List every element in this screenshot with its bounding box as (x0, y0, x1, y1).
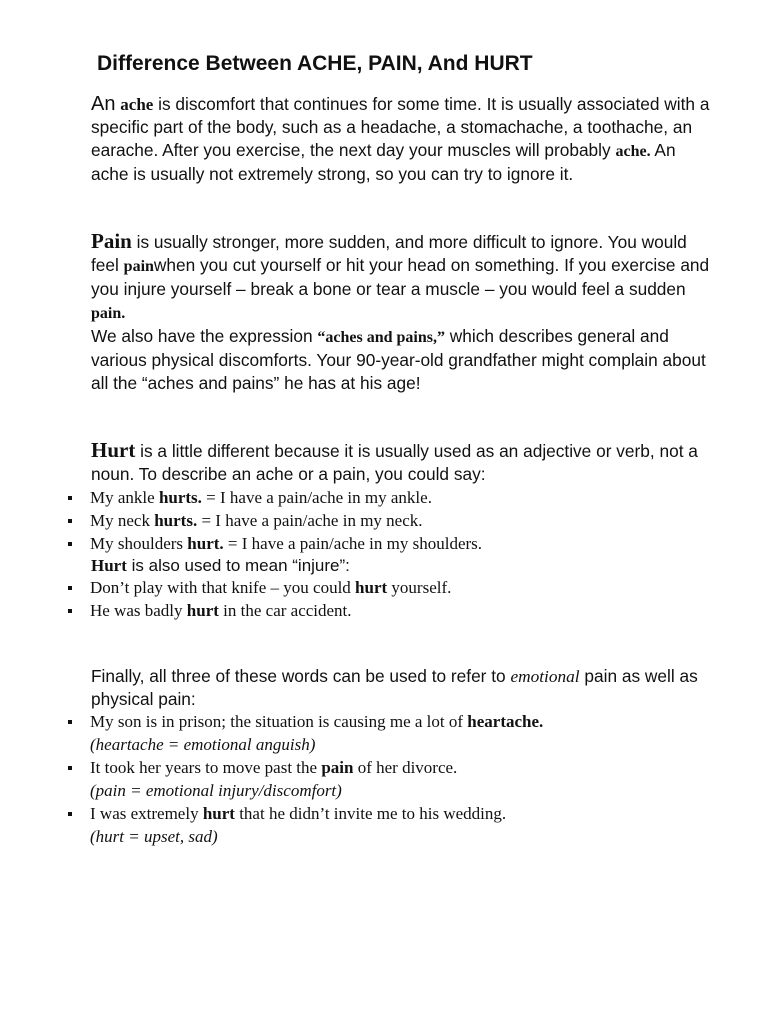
list-item: I was extremely hurt that he didn’t invite me to his wedding. (hurt = upset, sad) (66, 802, 726, 848)
bullet-icon (68, 519, 72, 523)
list-item: It took her years to move past the pain of her divorce. (pain = emotional injury/discomfort) (66, 756, 726, 802)
ache-paragraph (91, 93, 711, 186)
injure-rest: is also used to mean “injure”: (126, 556, 350, 575)
bullet-icon (68, 766, 72, 770)
list-item: Don’t play with that knife – you could hurt yourself. (66, 576, 726, 599)
list-item: My son is in prison; the situation is causing me a lot of heartache. (heartache = emotional anguish) (66, 710, 726, 756)
definition-note: (heartache = emotional anguish) (90, 735, 316, 754)
pain-bold-1: pain (123, 258, 154, 275)
hurt-examples-list (66, 486, 726, 555)
pain-lead-word: Pain (91, 229, 132, 253)
ache-lead-word: ache (120, 95, 154, 114)
pain-text-4: which describes general and various physical discomforts. Your 90-year-old grandfather might complain about all the “aches and pains” he has at his age! (91, 326, 706, 393)
list-item: My shoulders hurt. = I have a pain/ache in my shoulders. (66, 532, 726, 555)
list-item: My ankle hurts. = I have a pain/ache in my ankle. (66, 486, 726, 509)
definition-note: (pain = emotional injury/discomfort) (90, 781, 342, 800)
pain-bold-3: “aches and pains,” (317, 329, 445, 346)
injure-examples-list (66, 576, 726, 622)
list-item: My neck hurts. = I have a pain/ache in my neck. (66, 509, 726, 532)
bullet-icon (68, 812, 72, 816)
hurt-lead-word: Hurt (91, 438, 136, 462)
pain-paragraph (91, 230, 711, 395)
injure-line (91, 554, 350, 577)
finally-text-2: pain as well as physical pain: (91, 666, 698, 709)
injure-word: Hurt (91, 556, 127, 575)
list-item: He was badly hurt in the car accident. (66, 599, 726, 622)
ache-lead-an: An (91, 93, 116, 115)
page-title: Difference Between ACHE, PAIN, And HURT (97, 52, 533, 75)
finally-paragraph (91, 665, 711, 711)
hurt-paragraph (91, 439, 711, 486)
emotional-examples-list (66, 710, 726, 848)
bullet-icon (68, 586, 72, 590)
finally-emphasis: emotional (510, 667, 580, 686)
bullet-icon (68, 609, 72, 613)
finally-text-1: Finally, all three of these words can be used to refer to (91, 666, 511, 686)
ache-text-1: is discomfort that continues for some time. It is usually associated with a specific part of the body, such as a headache, a stomachache, a toothache, an earache. After you exercise, the next day your muscles will probably (91, 94, 710, 160)
pain-text-1: is usually stronger, more sudden, and more difficult to ignore. You would feel (91, 232, 687, 275)
hurt-text-1: is a little different because it is usually used as an adjective or verb, not a noun. To describe an ache or a pain, you could say: (91, 441, 698, 484)
bullet-icon (68, 542, 72, 546)
pain-bold-2: pain. (91, 305, 126, 322)
ache-text-2: An ache is usually not extremely strong, so you can try to ignore it. (91, 140, 676, 184)
ache-bold-1: ache. (615, 143, 651, 160)
bullet-icon (68, 496, 72, 500)
pain-text-2: when you cut yourself or hit your head on something. If you exercise and you injure yourself – break a bone or tear a muscle – you would feel a sudden (91, 255, 710, 299)
definition-note: (hurt = upset, sad) (90, 827, 218, 846)
pain-text-3: We also have the expression (91, 326, 318, 346)
bullet-icon (68, 720, 72, 724)
